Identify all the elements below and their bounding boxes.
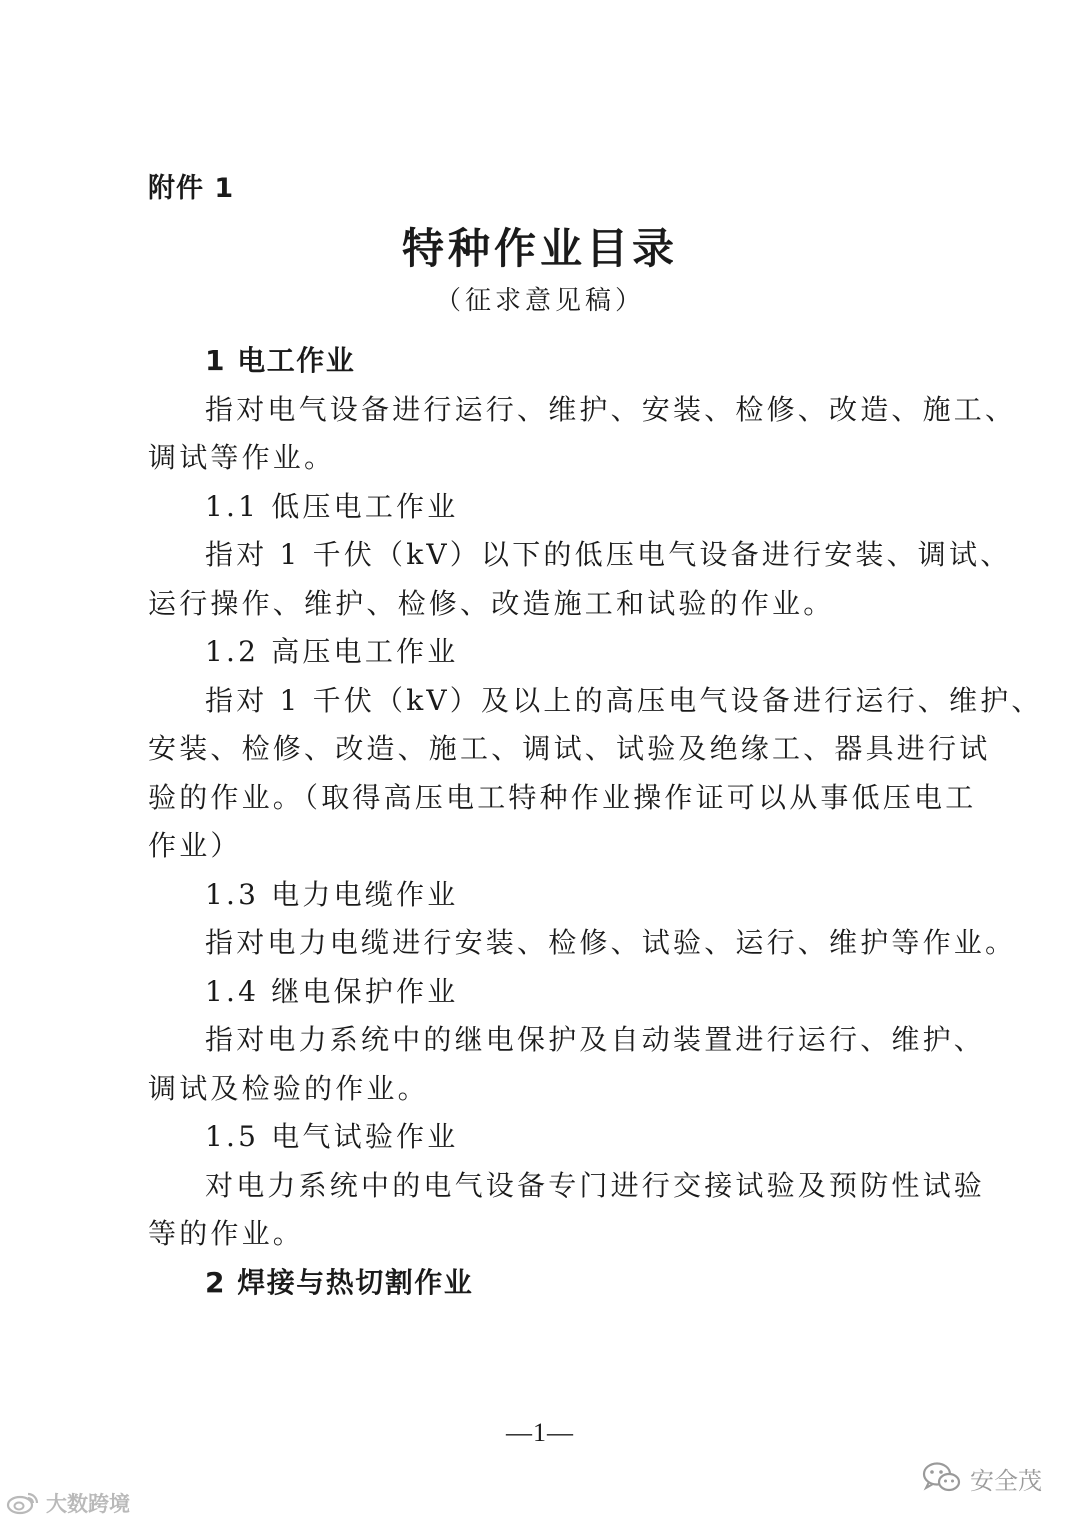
watermark-left-text: 大数跨境 <box>46 1492 130 1516</box>
watermark-right <box>922 1458 1042 1498</box>
page-title: 特种作业目录 <box>401 224 678 273</box>
body-line: 指对 1 千伏（kV）以下的低压电气设备进行安装、调试、 <box>205 538 1012 571</box>
body-line: 1.2 高压电工作业 <box>205 635 459 668</box>
body-line: 1.5 电气试验作业 <box>205 1120 459 1153</box>
body-line: 等的作业。 <box>148 1217 305 1250</box>
watermark-left <box>6 1488 130 1518</box>
wechat-icon <box>922 1461 962 1495</box>
body-line: 1.4 继电保护作业 <box>205 974 459 1008</box>
body-line: 指对电力电缆进行安装、检修、试验、运行、维护等作业。 <box>205 926 1017 959</box>
page-number: —1— <box>506 1418 574 1447</box>
document-body <box>148 337 1043 1307</box>
body-line: 1.3 电力电缆作业 <box>205 877 459 911</box>
body-line: 安装、检修、改造、施工、调试、试验及绝缘工、器具进行试 <box>148 732 991 765</box>
watermark-right-text: 安全茂 <box>970 1466 1042 1495</box>
attachment-label: 附件 1 <box>148 173 235 204</box>
body-line: 调试及检验的作业。 <box>148 1071 429 1105</box>
body-line: 指对电气设备进行运行、维护、安装、检修、改造、施工、 <box>205 392 1017 426</box>
section-heading: 1 电工作业 <box>205 344 356 377</box>
body-line: 作业） <box>148 829 242 862</box>
section-heading: 2 焊接与热切割作业 <box>205 1265 474 1299</box>
page-subtitle: （征求意见稿） <box>434 286 645 316</box>
body-line: 1.1 低压电工作业 <box>205 489 459 523</box>
body-line: 运行操作、维护、检修、改造施工和试验的作业。 <box>148 586 835 620</box>
body-line: 对电力系统中的电气设备专门进行交接试验及预防性试验 <box>205 1168 986 1202</box>
body-line: 指对 1 千伏（kV）及以上的高压电气设备进行运行、维护、 <box>205 683 1043 717</box>
body-line: 指对电力系统中的继电保护及自动装置进行运行、维护、 <box>205 1023 986 1056</box>
body-line: 调试等作业。 <box>148 441 336 474</box>
weibo-icon <box>6 1490 40 1516</box>
body-line: 验的作业。（取得高压电工特种作业操作证可以从事低压电工 <box>148 780 977 814</box>
